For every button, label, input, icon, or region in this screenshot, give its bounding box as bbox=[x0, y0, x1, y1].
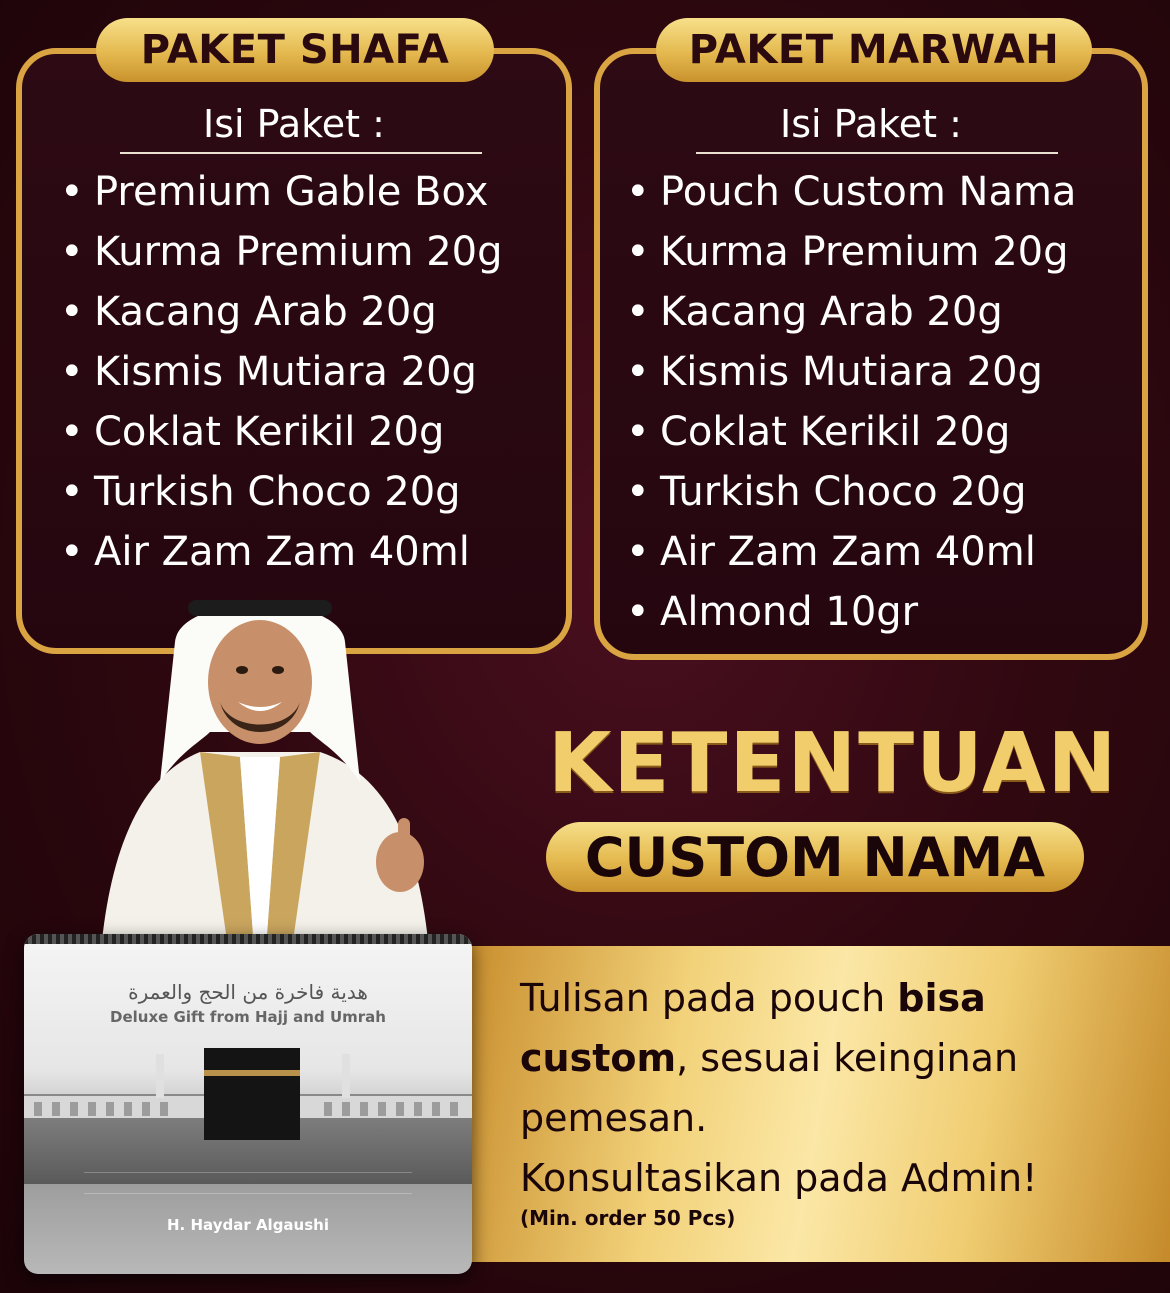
bullet-icon: • bbox=[60, 169, 84, 215]
item-label: Pouch Custom Nama bbox=[660, 169, 1077, 215]
item-label: Coklat Kerikil 20g bbox=[94, 409, 445, 455]
package-contents-label: Isi Paket : bbox=[203, 102, 385, 146]
list-item bbox=[60, 522, 503, 582]
list-item bbox=[60, 462, 503, 522]
package-title: PAKET MARWAH bbox=[656, 18, 1092, 82]
kaaba-icon bbox=[24, 1034, 472, 1184]
list-item bbox=[60, 282, 503, 342]
min-order-note: (Min. order 50 Pcs) bbox=[520, 1206, 736, 1230]
bullet-icon: • bbox=[60, 469, 84, 515]
divider bbox=[120, 152, 482, 154]
bullet-icon: • bbox=[626, 529, 650, 575]
bullet-icon: • bbox=[626, 589, 650, 635]
pouch-arabic-title: هدية فاخرة من الحج والعمرة bbox=[128, 980, 368, 1004]
item-label: Kacang Arab 20g bbox=[660, 289, 1003, 335]
item-label: Kismis Mutiara 20g bbox=[660, 349, 1043, 395]
info-line-1 bbox=[520, 968, 1140, 1028]
info-text-segment: , sesuai keinginan bbox=[676, 1036, 1019, 1080]
bullet-icon: • bbox=[626, 169, 650, 215]
item-label: Premium Gable Box bbox=[94, 169, 489, 215]
package-title: PAKET SHAFA bbox=[96, 18, 494, 82]
item-label: Air Zam Zam 40ml bbox=[660, 529, 1036, 575]
list-item bbox=[60, 222, 503, 282]
pouch-decoration bbox=[84, 1172, 412, 1194]
item-label: Turkish Choco 20g bbox=[94, 469, 461, 515]
info-line-2 bbox=[520, 1028, 1140, 1088]
item-label: Kacang Arab 20g bbox=[94, 289, 437, 335]
list-item bbox=[626, 402, 1076, 462]
info-text-bold: custom bbox=[520, 1036, 677, 1080]
list-item bbox=[626, 342, 1076, 402]
package-card-shafa bbox=[16, 27, 572, 654]
list-item bbox=[60, 162, 503, 222]
item-label: Kurma Premium 20g bbox=[660, 229, 1069, 275]
heading-ketentuan: KETENTUAN bbox=[548, 716, 1119, 811]
list-item bbox=[626, 462, 1076, 522]
info-line-4: Konsultasikan pada Admin! bbox=[520, 1156, 1038, 1200]
list-item bbox=[626, 582, 1076, 642]
package-item-list bbox=[60, 162, 503, 582]
model-person-image bbox=[80, 582, 440, 962]
bullet-icon: • bbox=[60, 229, 84, 275]
info-line-3: pemesan. bbox=[520, 1096, 708, 1140]
pouch-blurb-text bbox=[84, 1172, 412, 1194]
list-item bbox=[626, 222, 1076, 282]
item-label: Coklat Kerikil 20g bbox=[660, 409, 1011, 455]
item-label: Turkish Choco 20g bbox=[660, 469, 1027, 515]
package-item-list bbox=[626, 162, 1076, 642]
list-item bbox=[60, 402, 503, 462]
pouch-custom-name: H. Haydar Algaushi bbox=[167, 1216, 329, 1234]
bullet-icon: • bbox=[60, 289, 84, 335]
bullet-icon: • bbox=[626, 229, 650, 275]
bullet-icon: • bbox=[626, 469, 650, 515]
item-label: Kismis Mutiara 20g bbox=[94, 349, 477, 395]
item-label: Kurma Premium 20g bbox=[94, 229, 503, 275]
item-label: Air Zam Zam 40ml bbox=[94, 529, 470, 575]
list-item bbox=[626, 162, 1076, 222]
package-card-marwah bbox=[594, 27, 1148, 660]
bullet-icon: • bbox=[60, 409, 84, 455]
bullet-icon: • bbox=[60, 529, 84, 575]
info-text-segment: Tulisan pada pouch bbox=[520, 976, 898, 1020]
bullet-icon: • bbox=[626, 349, 650, 395]
item-label: Almond 10gr bbox=[660, 589, 919, 635]
subheading-custom-nama: CUSTOM NAMA bbox=[546, 822, 1084, 892]
package-contents-label: Isi Paket : bbox=[780, 102, 962, 146]
list-item bbox=[60, 342, 503, 402]
list-item bbox=[626, 282, 1076, 342]
bullet-icon: • bbox=[60, 349, 84, 395]
pouch-product-image bbox=[24, 934, 472, 1274]
info-text-bold: bisa bbox=[897, 976, 986, 1020]
divider bbox=[696, 152, 1058, 154]
bullet-icon: • bbox=[626, 289, 650, 335]
info-text bbox=[520, 968, 1140, 1208]
bullet-icon: • bbox=[626, 409, 650, 455]
pouch-subtitle: Deluxe Gift from Hajj and Umrah bbox=[110, 1008, 386, 1026]
zipper bbox=[24, 934, 472, 944]
list-item bbox=[626, 522, 1076, 582]
